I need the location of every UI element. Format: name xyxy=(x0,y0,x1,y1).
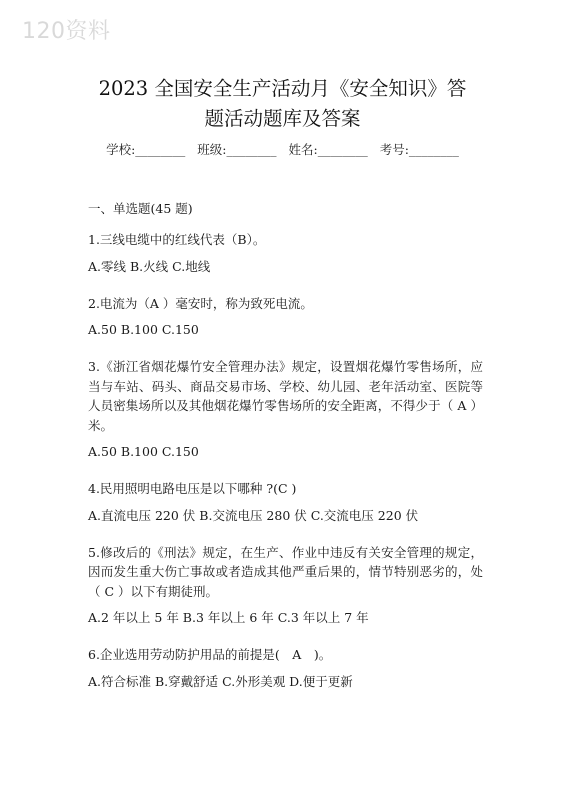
question-options: A.50 B.100 C.150 xyxy=(88,444,199,459)
title-line-2: 题活动题库及答案 xyxy=(204,107,361,130)
question-text: 6.企业选用劳动防护用品的前提是( A )。 xyxy=(88,647,332,662)
question-item xyxy=(88,543,483,628)
question-item xyxy=(88,230,483,276)
question-item xyxy=(88,645,483,691)
question-text: 1.三线电缆中的红线代表（B）。 xyxy=(88,232,266,247)
question-text: 4.民用照明电路电压是以下哪种 ?(C ) xyxy=(88,481,297,496)
question-options: A.直流电压 220 伏 B.交流电压 280 伏 C.交流电压 220 伏 xyxy=(88,507,419,523)
name-field: 姓名:________ xyxy=(288,142,368,157)
school-field: 学校:________ xyxy=(106,142,186,157)
question-options: A.零线 B.火线 C.地线 xyxy=(88,258,211,274)
question-text: 2.电流为（A ）毫安时，称为致死电流。 xyxy=(88,295,313,311)
question-options: A.符合标准 B.穿戴舒适 C.外形美观 D.便于更新 xyxy=(88,673,353,689)
question-options: A.2 年以上 5 年 B.3 年以上 6 年 C.3 年以上 7 年 xyxy=(88,610,369,625)
question-item xyxy=(88,294,483,340)
question-list xyxy=(88,200,483,709)
document-title xyxy=(0,74,565,134)
student-info-line xyxy=(0,140,565,158)
watermark-logo: 120资料 xyxy=(22,19,111,44)
title-line-1: 2023 全国安全生产活动月《安全知识》答 xyxy=(98,77,467,100)
class-field: 班级:________ xyxy=(197,142,277,157)
question-text: 3.《浙江省烟花爆竹安全管理办法》规定，设置烟花爆竹零售场所，应当与车站、码头、商品交易市场、学校、幼儿园、老年活动室、医院等人员密集场所以及其他烟花爆竹零售场所的安全距离，不得少于（ A ）米。 xyxy=(88,359,483,433)
question-item xyxy=(88,479,483,525)
section-heading: 一、单选题(45 题) xyxy=(88,201,193,216)
question-item xyxy=(88,357,483,461)
question-text: 5.修改后的《刑法》规定，在生产、作业中违反有关安全管理的规定，因而发生重大伤亡事故或者造成其他严重后果的，情节特别恶劣的，处（ C ）以下有期徒刑。 xyxy=(88,544,483,599)
exam-number-field: 考号:________ xyxy=(379,142,459,157)
question-options: A.50 B.100 C.150 xyxy=(88,322,199,337)
